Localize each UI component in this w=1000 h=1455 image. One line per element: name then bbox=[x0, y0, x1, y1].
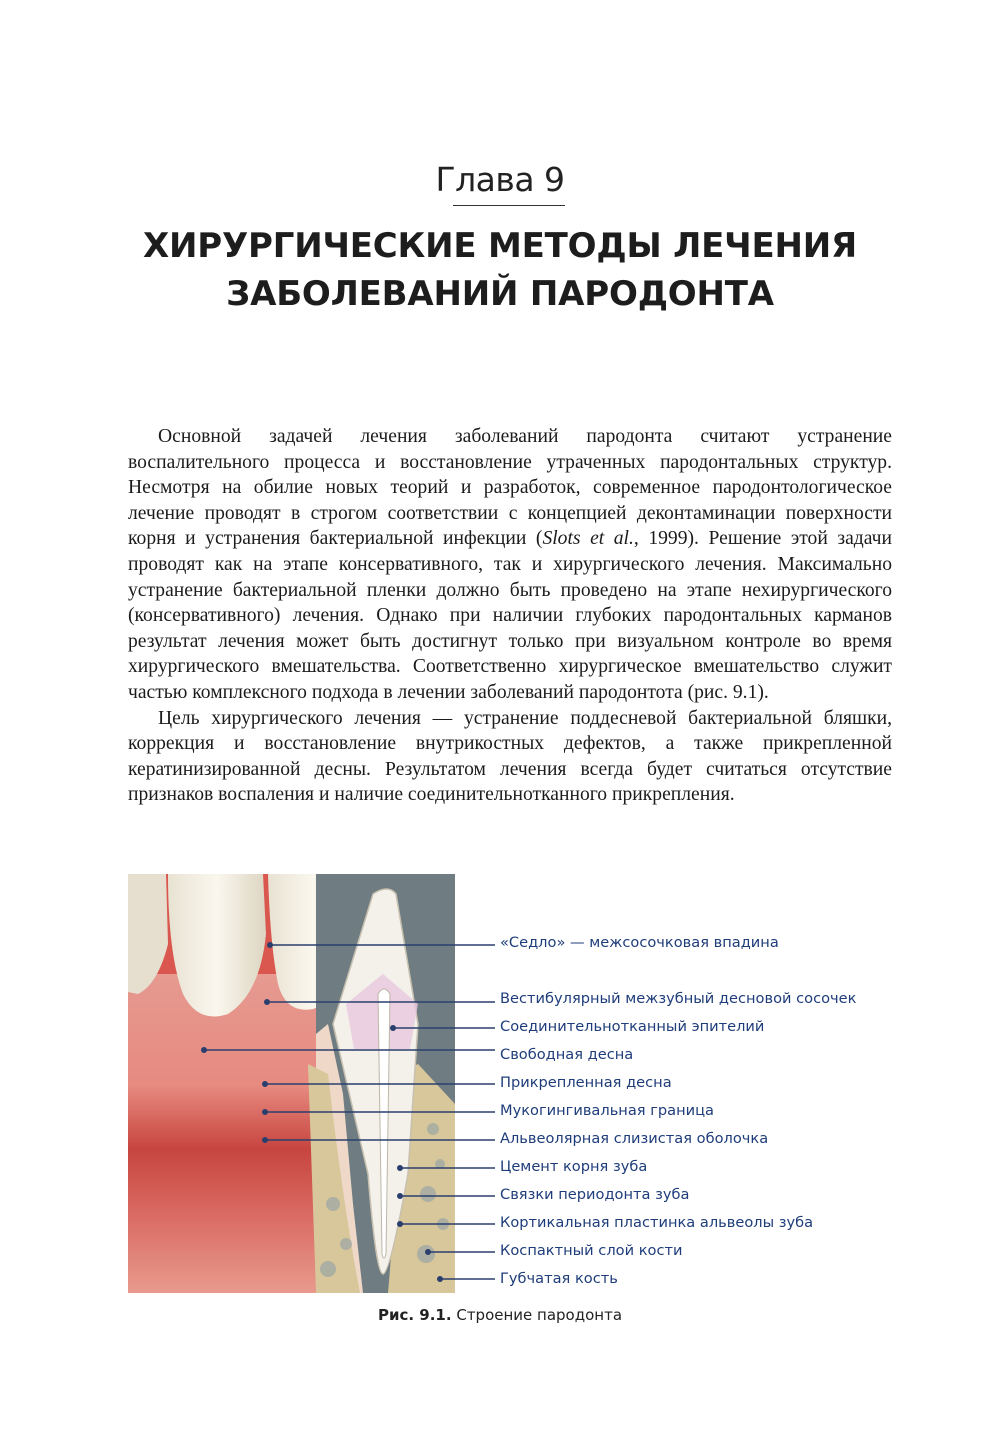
chapter-rule bbox=[453, 205, 565, 206]
figure-label: Губчатая кость bbox=[500, 1270, 618, 1287]
figure-label: Цемент корня зуба bbox=[500, 1158, 648, 1175]
paragraph-1 bbox=[128, 424, 892, 706]
figure-label: Связки периодонта зуба bbox=[500, 1186, 690, 1203]
caption-text: Строение пародонта bbox=[456, 1306, 623, 1324]
figure-label: «Седло» — межсосочковая впадина bbox=[500, 934, 779, 951]
leader-extensions bbox=[455, 874, 500, 1293]
paragraph-1-part-1: Основной задачей лечения заболеваний пародонта считают устранение воспалительного процесса и восстановление утраченных пародонтальных структур. Несмотря на обилие новых теорий и разработок, современное пародонтологическое лечение проводят в строгом соответствии с концепцией деконтаминации поверхности корня и устранения бактериальной инфекции ( bbox=[128, 426, 892, 550]
citation: Slots et al. bbox=[542, 528, 634, 550]
chapter-label: Глава 9 bbox=[435, 160, 565, 199]
figure-caption bbox=[0, 1306, 1000, 1324]
figure-label: Кортикальная пластинка альвеолы зуба bbox=[500, 1214, 814, 1231]
figure-label: Коспактный слой кости bbox=[500, 1242, 683, 1259]
figure-label: Мукогингивальная граница bbox=[500, 1102, 714, 1119]
body-text bbox=[128, 424, 892, 808]
paragraph-2: Цель хирургического лечения — устранение поддесневой бактериальной бляшки, коррекция и восстановление внутрикостных дефектов, а также прикрепленной кератинизированной десны. Результатом лечения всегда будет считаться отсутствие признаков воспаления и наличие соединительнотканного прикрепления. bbox=[128, 707, 892, 806]
chapter-title bbox=[0, 222, 1000, 318]
figure-label: Альвеолярная слизистая оболочка bbox=[500, 1130, 769, 1147]
paragraph-1-part-2: , 1999). Решение этой задачи проводят как на этапе консервативного, так и хирургического лечения. Максимально устранение бактериальной пленки должно быть проведено на этапе нехирургического (консервативного) лечения. Однако при наличии глубоких пародонтальных карманов результат лечения может быть достигнут только при визуальном контроле во время хирургического вмешательства. Соответственно хирургическое вмешательство служит частью комплексного подхода в лечении заболеваний пародонтота (рис. 9.1). bbox=[128, 528, 893, 703]
periodontium-figure bbox=[128, 874, 455, 1293]
figure-label: Вестибулярный межзубный десновой сосочек bbox=[500, 990, 857, 1007]
figure-label: Соединительнотканный эпителий bbox=[500, 1018, 765, 1035]
chapter-title-line-2: ЗАБОЛЕВАНИЙ ПАРОДОНТА bbox=[226, 274, 774, 314]
chapter-title-line-1: ХИРУРГИЧЕСКИЕ МЕТОДЫ ЛЕЧЕНИЯ bbox=[143, 226, 857, 266]
caption-number: Рис. 9.1. bbox=[377, 1306, 452, 1324]
figure-label: Свободная десна bbox=[500, 1046, 634, 1063]
figure-label: Прикрепленная десна bbox=[500, 1074, 672, 1091]
